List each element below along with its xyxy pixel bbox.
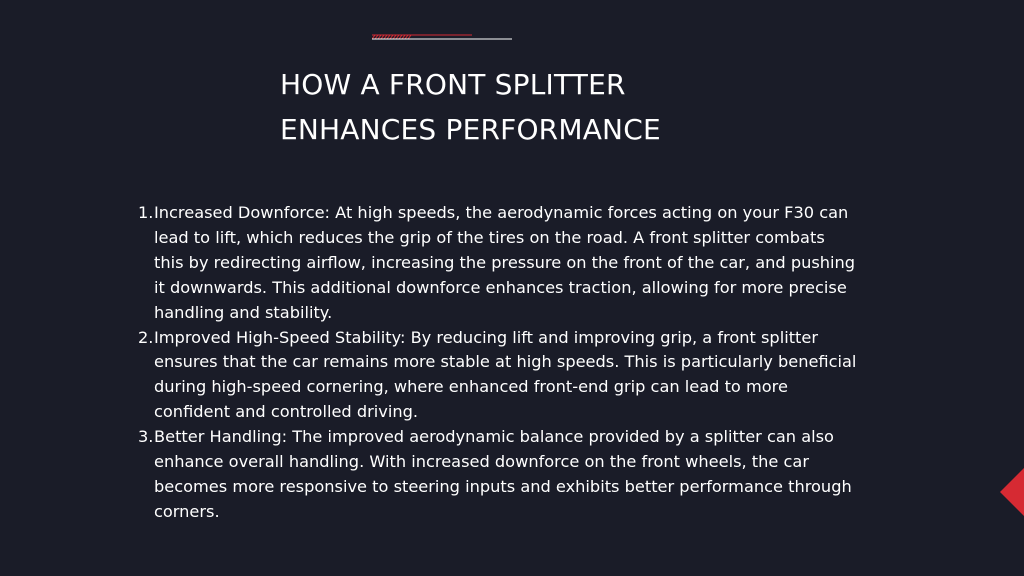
decorative-accent-line	[372, 33, 512, 43]
page-title	[280, 62, 800, 152]
list-item	[138, 425, 858, 525]
list-item-text: Increased Downforce: At high speeds, the aerodynamic forces acting on your F30 can lead to lift, which reduces the grip of the tires on the road. A front splitter combats this by redirecting airflow, increasing the pressure on the front of the car, and pushing it downwards. This additional downforce enhances traction, allowing for more precise handling and stability.	[154, 203, 856, 322]
list-item-number: 2.	[138, 327, 154, 347]
red-diamond-decoration	[1000, 462, 1024, 522]
list-item-text: Better Handling: The improved aerodynamic balance provided by a splitter can also enhance overall handling. With increased downforce on the front wheels, the car becomes more responsive to steering inputs and exhibits better performance through corners.	[154, 427, 852, 521]
list-item-number: 3.	[138, 427, 154, 447]
benefits-list	[138, 201, 858, 525]
page-title-line-2: ENHANCES PERFORMANCE	[280, 113, 661, 146]
list-item-number: 1.	[138, 203, 154, 222]
list-item-text: Improved High-Speed Stability: By reducing lift and improving grip, a front splitter ensures that the car remains more stable at high speeds. This is particularly beneficial during high-speed cornering, where enhanced front-end grip can lead to more confident and controlled driving.	[154, 327, 857, 422]
page-title-line-1: HOW A FRONT SPLITTER	[280, 68, 626, 101]
list-item	[138, 201, 858, 326]
list-item	[138, 326, 858, 426]
